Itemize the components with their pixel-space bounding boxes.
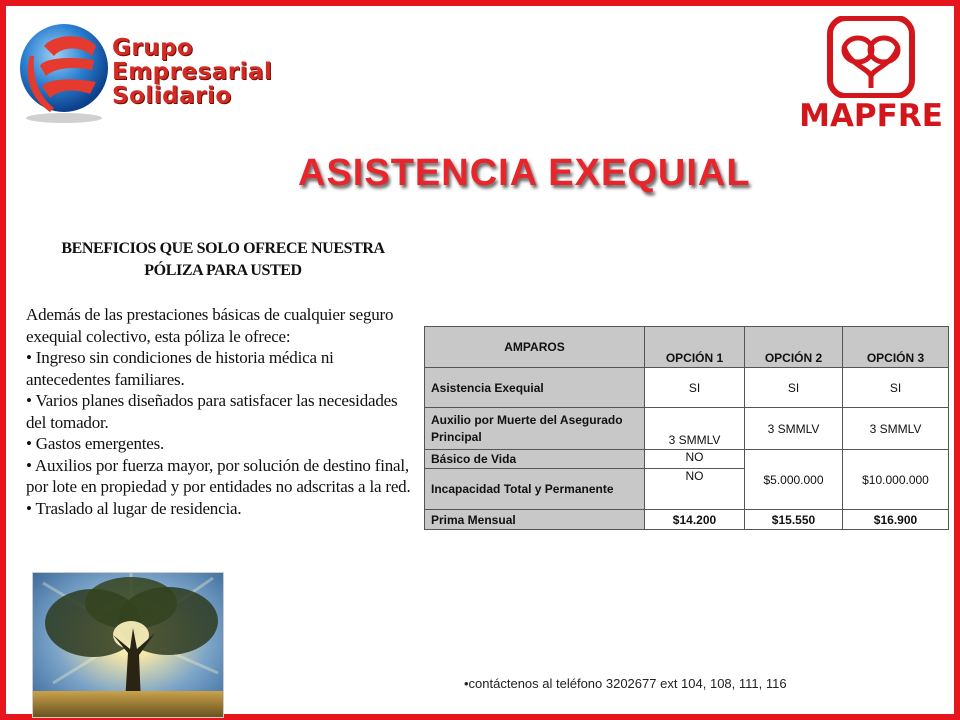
benefits-body — [26, 304, 418, 519]
benefit-item: • Traslado al lugar de residencia. — [26, 498, 242, 518]
row-label-asistencia: Asistencia Exequial — [425, 368, 645, 408]
benefit-item: • Varios planes diseñados para satisfacer las necesidades del tomador. — [26, 391, 398, 432]
cell: 3 SMMLV — [843, 408, 949, 450]
row-label-basico: Básico de Vida — [425, 450, 645, 469]
tree-photo — [32, 572, 224, 718]
cell: $15.550 — [745, 510, 843, 530]
benefits-heading-line1: BENEFICIOS QUE SOLO OFRECE NUESTRA — [61, 240, 385, 257]
cell: SI — [843, 368, 949, 408]
mapfre-tree-icon — [788, 16, 958, 98]
grupo-solidario-logo — [14, 16, 314, 126]
row-label-auxilio: Auxilio por Muerte del Asegurado Principal — [425, 408, 645, 450]
coverage-table — [424, 326, 949, 530]
contact-line: •contáctenos al teléfono 3202677 ext 104, 108, 111, 116 — [464, 676, 787, 691]
benefits-heading-line2: PÓLIZA PARA USTED — [144, 262, 302, 279]
cell: SI — [645, 368, 745, 408]
logo-line-grupo: Grupo — [112, 35, 194, 61]
header-amparos: AMPAROS — [425, 327, 645, 368]
header-option-3: OPCIÓN 3 — [843, 327, 949, 368]
benefits-intro: Además de las prestaciones básicas de cualquier seguro exequial colectivo, esta póliza le ofrece: — [26, 305, 394, 346]
globe-logo-icon — [14, 16, 114, 124]
benefit-item: • Auxilios por fuerza mayor, por solución de destino final, por lote en propiedad y por entidades no adscritas a la red. — [26, 455, 411, 496]
benefit-item: • Ingreso sin condiciones de historia médica ni antecedentes familiares. — [26, 348, 334, 389]
row-label-prima: Prima Mensual — [425, 510, 645, 530]
logo-line-empresarial: Empresarial — [112, 59, 273, 85]
row-label-incapacidad: Incapacidad Total y Permanente — [425, 469, 645, 510]
benefits-heading — [28, 238, 418, 282]
cell: NO — [645, 469, 745, 510]
cell: $14.200 — [645, 510, 745, 530]
header-option-1: OPCIÓN 1 — [645, 327, 745, 368]
cell: 3 SMMLV — [645, 408, 745, 450]
cell-merged-option-2: $5.000.000 — [745, 450, 843, 510]
cell-merged-option-3: $10.000.000 — [843, 450, 949, 510]
benefit-item: • Gastos emergentes. — [26, 434, 165, 453]
logo-line-solidario: Solidario — [112, 83, 232, 109]
cell: 3 SMMLV — [745, 408, 843, 450]
page-title: ASISTENCIA EXEQUIAL — [298, 152, 751, 194]
mapfre-logo — [788, 16, 958, 134]
cell: $16.900 — [843, 510, 949, 530]
cell: NO — [645, 450, 745, 469]
cell: SI — [745, 368, 843, 408]
header-option-2: OPCIÓN 2 — [745, 327, 843, 368]
mapfre-wordmark: MAPFRE — [799, 98, 943, 134]
